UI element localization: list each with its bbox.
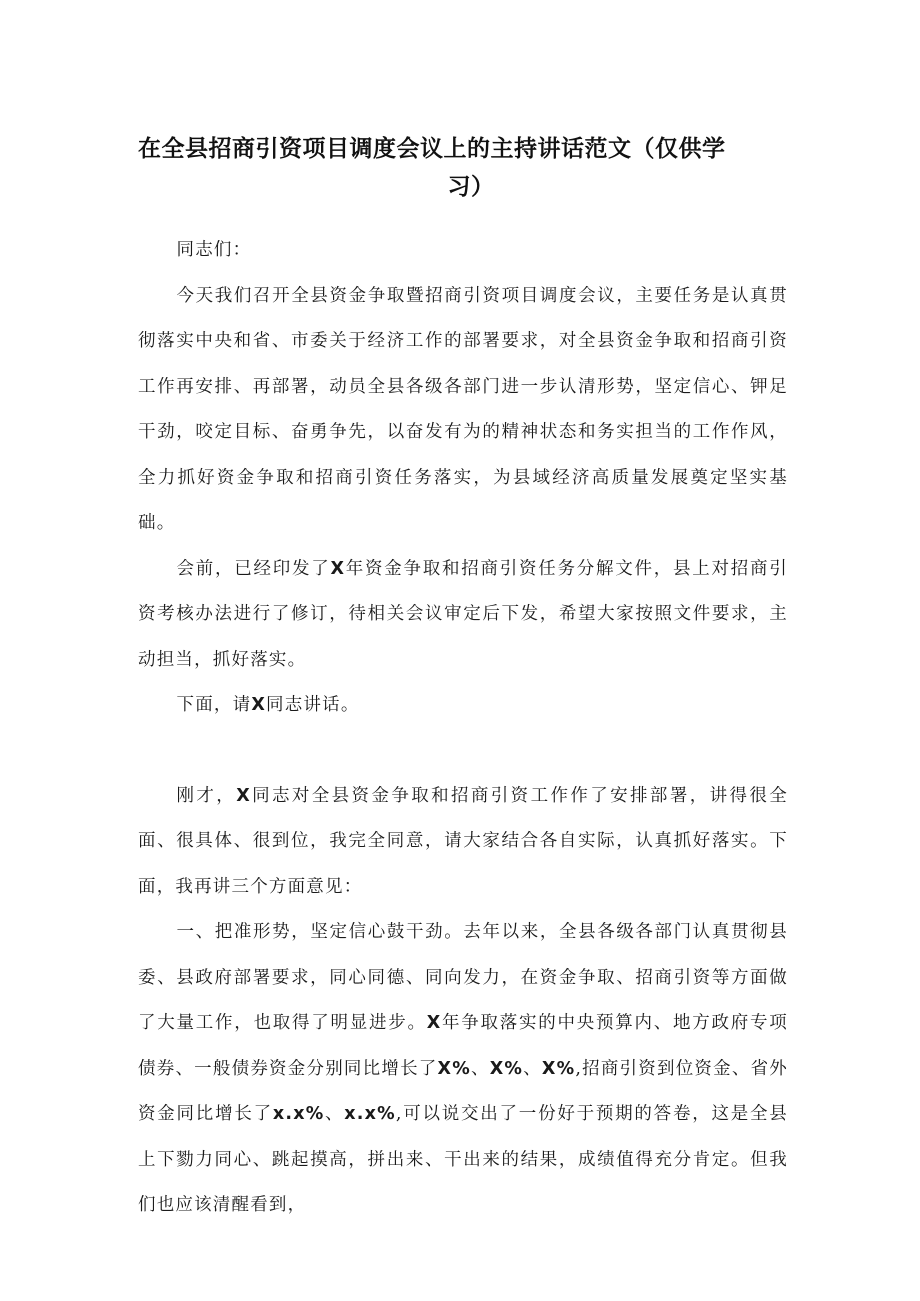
document-body xyxy=(138,228,788,1229)
title-line-1: 在全县招商引资项目调度会议上的主持讲话范文（仅供学 xyxy=(138,136,726,162)
paragraph-response: 刚才，X同志对全县资金争取和招商引资工作作了安排部署，讲得很全面、很具体、很到位，我完全同意，请大家结合各自实际，认真抓好落实。下面，我再讲三个方面意见： xyxy=(138,785,788,897)
section-gap xyxy=(138,729,788,774)
greeting: 同志们： xyxy=(176,240,252,260)
paragraph-section-one: 一、把准形势，坚定信心鼓干劲。去年以来，全县各级各部门认真贯彻县委、县政府部署要求，同心同德、同向发力，在资金争取、招商引资等方面做了大量工作，也取得了明显进步。X年争取落实的中央预算内、地方政府专项债券、一般债券资金分别同比增长了X%、X%、X%,招商引资到位资金、省外资金同比增长了x.x%、x.x%,可以说交出了一份好于预期的答卷，这是全县上下勠力同心、跳起摸高，拼出来、干出来的结果，成绩值得充分肯定。但我们也应该清醒看到， xyxy=(138,922,789,1215)
paragraph-opening: 今天我们召开全县资金争取暨招商引资项目调度会议，主要任务是认真贯彻落实中央和省、市委关于经济工作的部署要求，对全县资金争取和招商引资工作再安排、再部署，动员全县各级各部门进一步认清形势，坚定信心、钾足干劲，咬定目标、奋勇争先，以奋发有为的精神状态和务实担当的工作作风，全力抓好资金争取和招商引资任务落实，为县域经济高质量发展奠定坚实基础。 xyxy=(138,285,788,533)
paragraph-preface: 会前，已经印发了X年资金争取和招商引资任务分解文件，县上对招商引资考核办法进行了修订，待相关会议审定后下发，希望大家按照文件要求，主动担当，抓好落实。 xyxy=(138,558,788,670)
document-title xyxy=(138,130,798,206)
title-line-2: 习） xyxy=(447,174,495,200)
paragraph-invite-speech: 下面，请X同志讲话。 xyxy=(176,695,360,715)
